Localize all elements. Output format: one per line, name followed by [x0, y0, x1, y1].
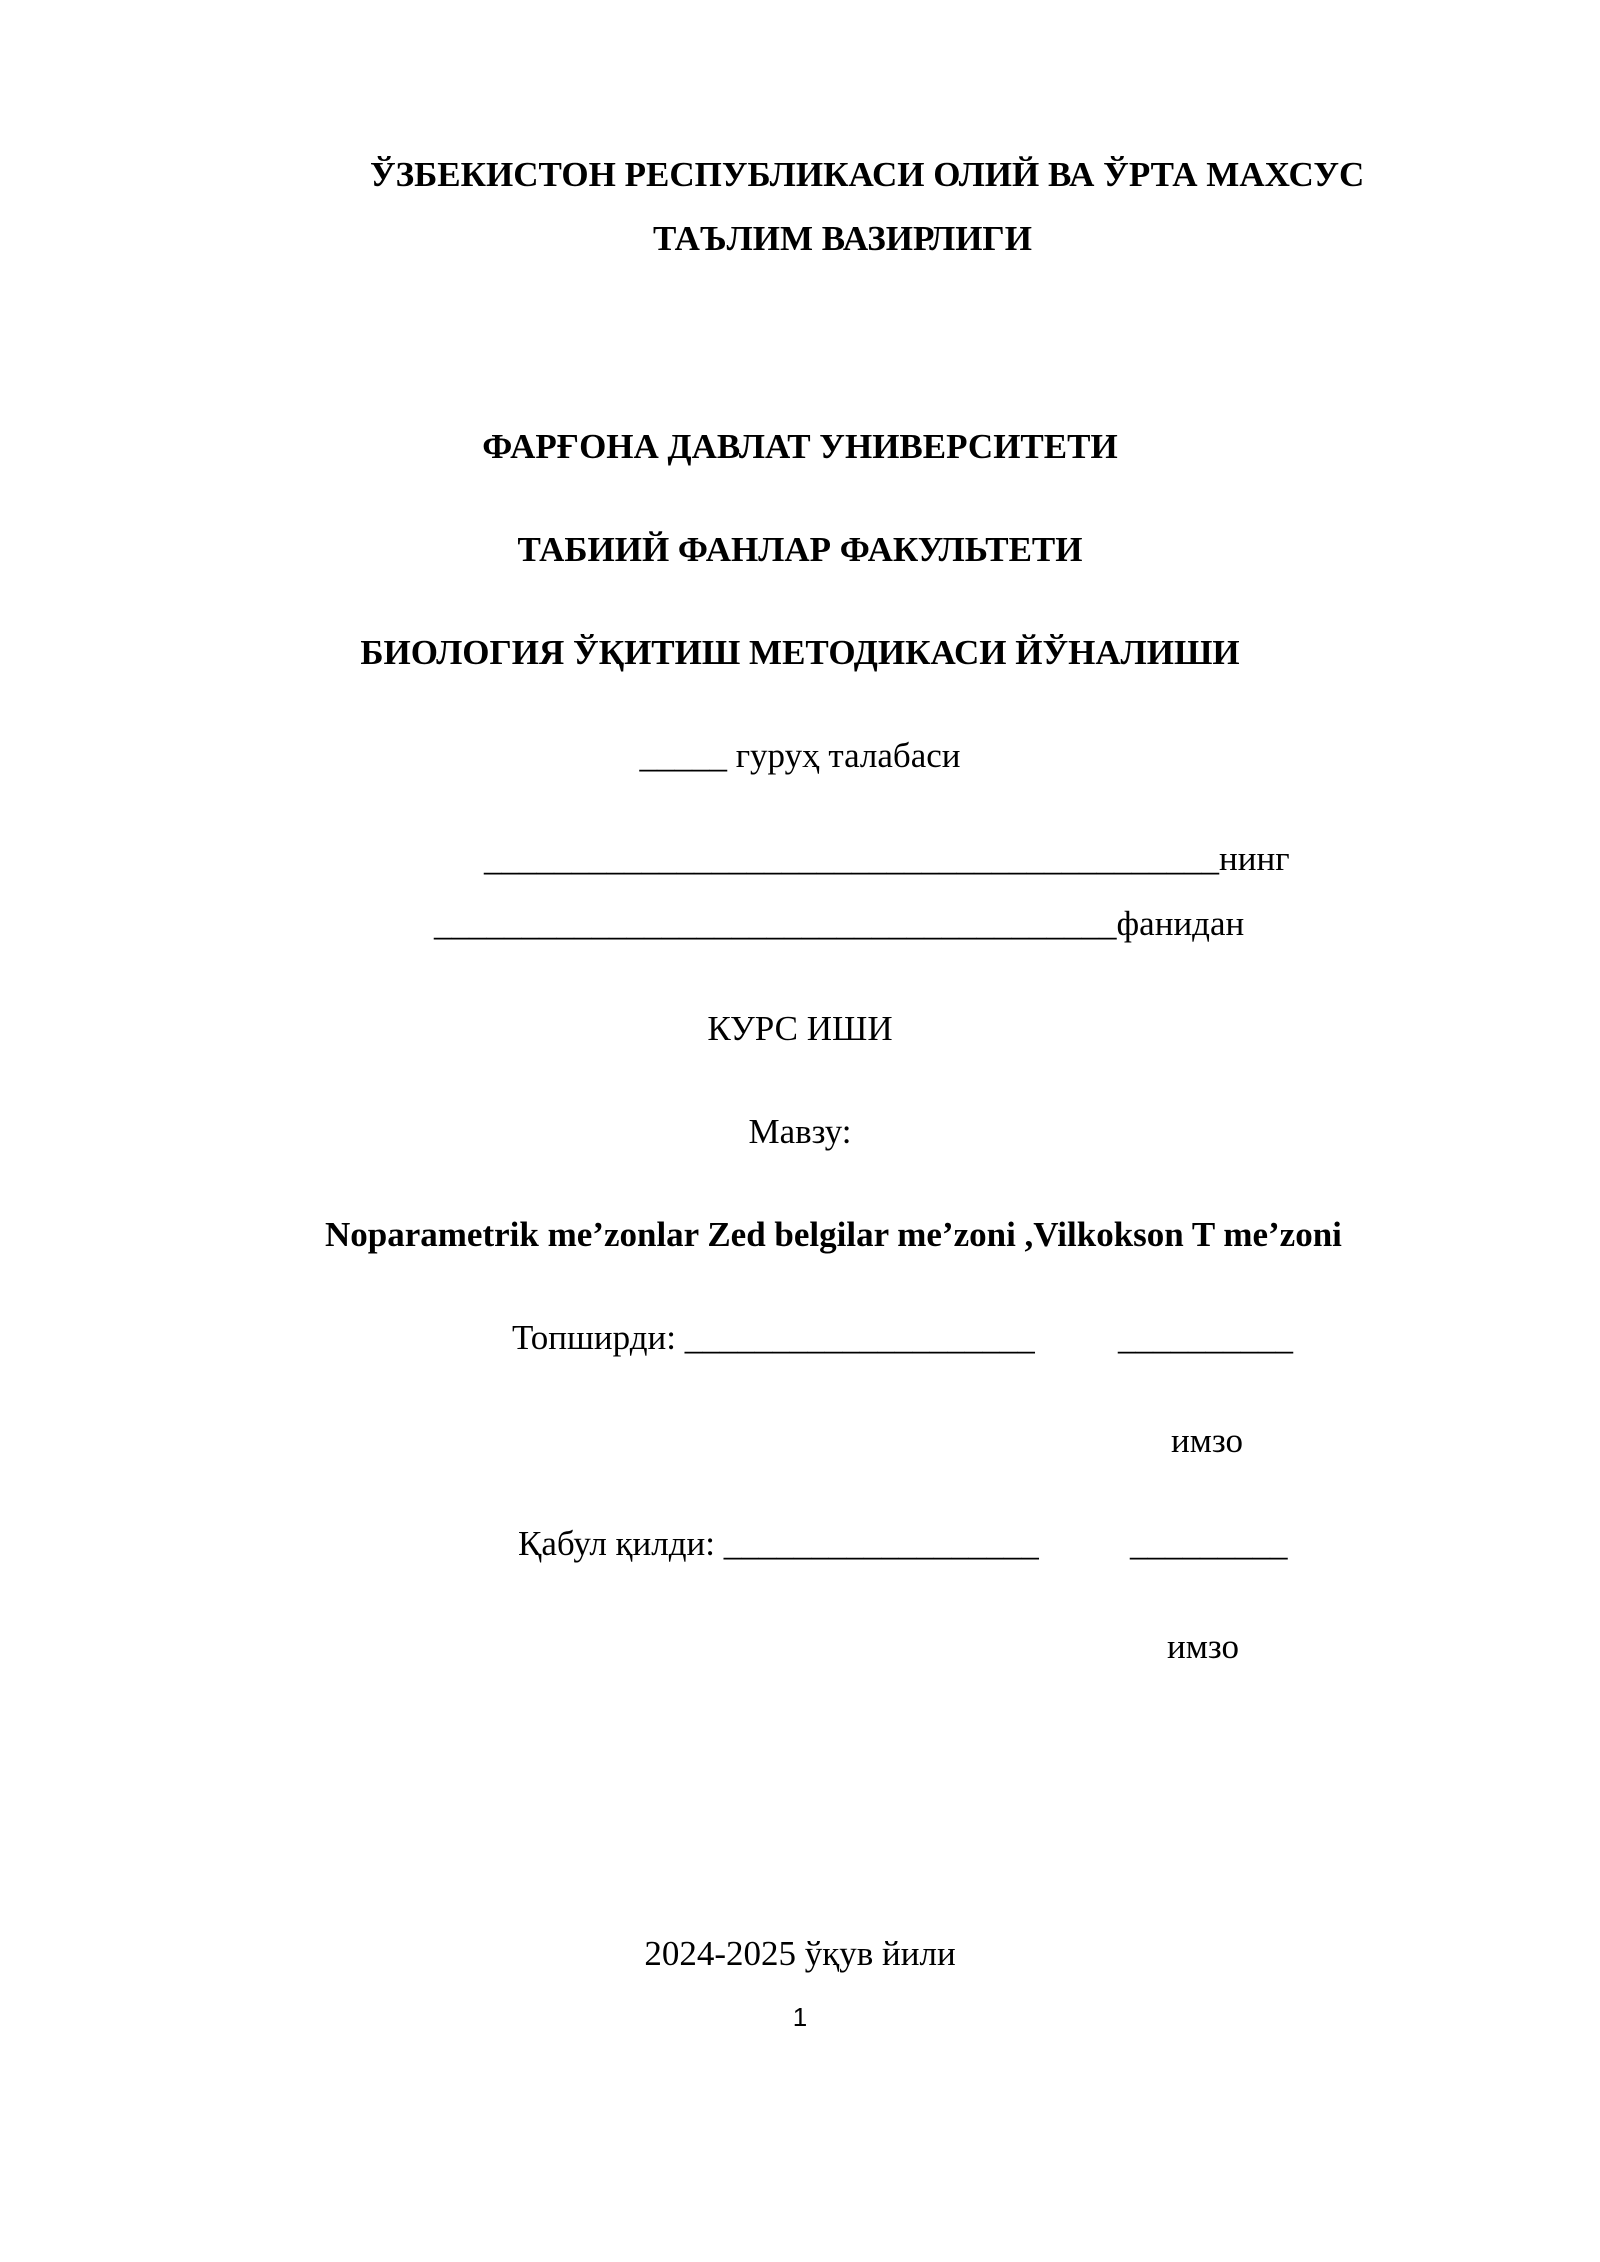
topic-title: Noparametrik me’zonlar Zed belgilar me’zoni ,Vilkokson T me’zoni [325, 1215, 1342, 1254]
work-type: КУРС ИШИ [707, 1009, 893, 1048]
submitted-signature-blank: __________ [1118, 1318, 1293, 1357]
subject-line: _______________________________________фанидан [434, 904, 1245, 943]
student-name-line: __________________________________________нинг [484, 839, 1290, 878]
accepted-signature-blank: _________ [1130, 1524, 1288, 1563]
university-name: ФАРҒОНА ДАВЛАТ УНИВЕРСИТЕТИ [482, 427, 1118, 466]
submitted-by-line: Топширди: ____________________ [512, 1318, 1035, 1357]
accepted-by-line: Қабул қилди: __________________ [518, 1524, 1039, 1563]
page-number: 1 [792, 2002, 808, 2032]
group-student-line: _____ гуруҳ талабаси [639, 736, 961, 775]
faculty-name: ТАБИИЙ ФАНЛАР ФАКУЛЬТЕТИ [517, 530, 1083, 569]
submitted-signature-label: имзо [1171, 1421, 1243, 1460]
accepted-signature-label: имзо [1167, 1627, 1239, 1666]
topic-label: Мавзу: [748, 1112, 852, 1151]
ministry-title-line-2: ТАЪЛИМ ВАЗИРЛИГИ [653, 219, 1032, 258]
ministry-title-line-1: ЎЗБЕКИСТОН РЕСПУБЛИКАСИ ОЛИЙ ВА ЎРТА МАХСУС [370, 155, 1365, 194]
direction-name: БИОЛОГИЯ ЎҚИТИШ МЕТОДИКАСИ ЙЎНАЛИШИ [360, 633, 1240, 672]
academic-year: 2024-2025 ўқув йили [644, 1934, 956, 1973]
